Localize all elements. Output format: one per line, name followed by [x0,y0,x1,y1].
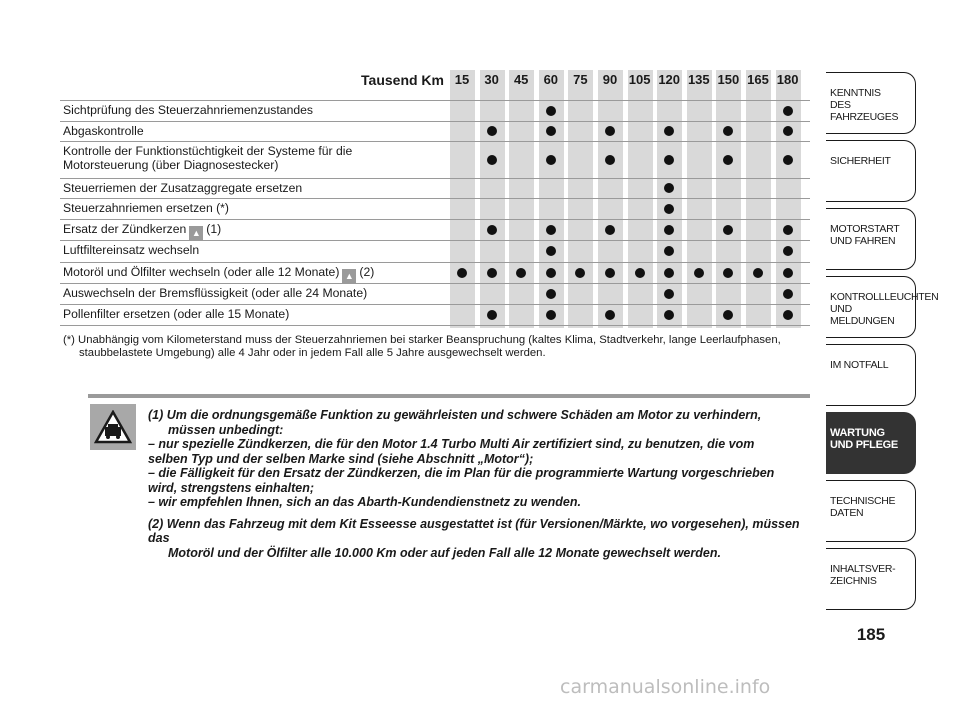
row-text: Kontrolle der Funktionstüchtigkeit der Systeme für die [63,144,353,158]
maintenance-mark [723,155,733,165]
maintenance-mark [783,106,793,116]
maintenance-mark [605,268,615,278]
engine-warning-icon: ▲ [342,269,356,283]
km-column-header: 90 [602,72,618,87]
row-divider [60,283,810,284]
maintenance-mark [783,246,793,256]
km-column-header: 75 [573,72,588,87]
section-tab[interactable] [826,208,916,270]
tab-label-line-2: UND PFLEGE [830,439,898,451]
warning-line: (1) Um die ordnungsgemäße Funktion zu gewährleisten und schwere Schäden am Motor zu verhindern, [148,408,762,422]
tab-label: KONTROLLLEUCHTEN [830,291,939,303]
km-column-header: 15 [454,72,470,87]
tab-label: TECHNISCHE [830,495,896,507]
tab-label: MOTORSTART [830,223,900,235]
maintenance-mark [664,268,674,278]
section-tab[interactable] [826,140,916,202]
warning-line: müssen unbedingt: [168,422,284,437]
table-row-label [63,222,448,240]
maintenance-mark [753,268,763,278]
maintenance-mark [723,268,733,278]
maintenance-mark [546,106,556,116]
row-text: Luftfiltereinsatz wechseln [63,243,200,257]
tab-label: IM NOTFALL [830,359,889,371]
table-row-label [63,201,448,215]
section-tab[interactable] [826,72,916,134]
row-text: Auswechseln der Bremsflüssigkeit (oder alle 24 Monate) [63,286,368,300]
tab-label: INHALTSVER- [830,563,896,575]
table-row-label [63,103,448,117]
maintenance-mark [664,204,674,214]
row-text: Ersatz der Zündkerzen [63,222,187,236]
maintenance-mark [664,289,674,299]
km-column-header: 30 [484,72,499,87]
warning-line: (2) Wenn das Fahrzeug mit dem Kit Esseesse ausgestattet ist (für Versionen/Märkte, wo vorgesehen), müssen das [148,516,800,545]
page-number: 185 [856,625,886,644]
engine-warning-icon: ▲ [189,226,203,240]
maintenance-mark [487,268,497,278]
maintenance-mark [605,310,615,320]
warning-block [88,394,810,560]
tab-label-line-2: UND MELDUNGEN [830,303,895,327]
row-footnote-ref: (1) [206,222,222,236]
section-tab[interactable] [826,276,939,338]
maintenance-mark [457,268,467,278]
maintenance-mark [546,246,556,256]
column-band [598,70,623,328]
row-divider [60,198,810,199]
maintenance-mark [783,268,793,278]
table-row-label [63,307,448,321]
table-row-label [63,144,448,172]
footnote-line-2: staubbelastete Umgebung) alle 4 Jahr oder in jedem Fall alle 5 Jahre ausgewechselt werden. [79,347,546,359]
warning-line: Motoröl und der Ölfilter alle 10.000 Km oder auf jeden Fall alle 12 Monate gewechselt werden. [168,545,721,560]
maintenance-mark [694,268,704,278]
km-column-header: 45 [513,72,529,87]
warning-text [148,408,808,560]
maintenance-mark [516,268,526,278]
column-band [450,70,475,328]
footnote-line-1: (*) Unabhängig vom Kilometerstand muss der Steuerzahnriemen bei starker Beanspruchung (kaltes Klima, Stadtverkehr, lange Leerlaufphasen, [63,334,781,346]
maintenance-mark [783,289,793,299]
warning-line: wird, strengstens einhalten; [148,480,315,495]
warning-line: – wir empfehlen Ihnen, sich an das Abarth-Kundendienstnetz zu wenden. [148,495,581,509]
maintenance-mark [546,225,556,235]
km-column-header: 135 [687,72,710,87]
table-row-label [63,181,448,195]
section-tab[interactable] [826,344,916,406]
section-tab[interactable] [826,548,916,610]
maintenance-mark [664,310,674,320]
row-divider [60,262,810,263]
row-divider [60,219,810,220]
row-text-continued: Motorsteuerung (über Diagnosestecker) [63,158,279,172]
maintenance-mark [546,310,556,320]
table-row-label [63,286,448,300]
maintenance-mark [723,310,733,320]
warning-line: – die Fälligkeit für den Ersatz der Zündkerzen, die im Plan für die programmierte Wartung vorgeschrieben [148,466,775,480]
tab-label-line-2: ZEICHNIS [830,575,877,587]
maintenance-mark [605,155,615,165]
table-row-label [63,265,448,283]
row-text: Abgaskontrolle [63,124,144,138]
row-text: Sichtprüfung des Steuerzahnriemenzustandes [63,103,313,117]
maintenance-mark [487,155,497,165]
maintenance-mark [635,268,645,278]
maintenance-mark [605,126,615,136]
maintenance-mark [783,310,793,320]
table-row-label [63,243,448,257]
km-column-header: 60 [543,72,559,87]
column-band [716,70,741,328]
tab-label-line-2: DATEN [830,507,864,519]
km-column-header: 180 [776,72,799,87]
row-divider [60,304,810,305]
watermark: carmanualsonline.info [560,676,771,698]
km-column-header: 120 [658,72,681,87]
maintenance-mark [546,126,556,136]
column-band [509,70,534,328]
maintenance-mark [487,310,497,320]
km-column-header: 150 [717,72,740,87]
tab-label: SICHERHEIT [830,155,891,167]
tab-label-line-2: UND FAHREN [830,235,896,247]
column-band [687,70,712,328]
maintenance-mark [783,126,793,136]
maintenance-mark [487,225,497,235]
tab-label-line-2: DES FAHRZEUGES [830,99,899,123]
row-divider [60,178,810,179]
column-band [480,70,505,328]
maintenance-mark [664,155,674,165]
section-tab[interactable] [826,412,916,474]
km-column-header: 105 [628,72,651,87]
maintenance-mark [783,225,793,235]
row-divider [60,100,810,101]
maintenance-mark [664,225,674,235]
maintenance-mark [575,268,585,278]
tab-label: KENNTNIS [830,87,881,99]
warning-divider [88,394,810,398]
row-divider [60,141,810,142]
row-divider [60,325,810,326]
km-column-header: 165 [747,72,769,87]
section-tab[interactable] [826,480,916,542]
warning-line: – nur spezielle Zündkerzen, die für den Motor 1.4 Turbo Multi Air zertifiziert sind, zu benutzen, die vom [148,437,755,451]
maintenance-mark [783,155,793,165]
maintenance-mark [487,126,497,136]
table-footnote [63,334,818,360]
row-text: Steuerriemen der Zusatzaggregate ersetzen [63,181,303,195]
maintenance-mark [546,268,556,278]
row-footnote-ref: (2) [359,265,375,279]
tab-label: WARTUNG [830,427,885,439]
column-band [628,70,653,328]
column-band [568,70,593,328]
maintenance-mark [605,225,615,235]
maintenance-mark [546,155,556,165]
warning-line: selben Typ und der selben Marke sind (siehe Abschnitt „Motor“); [148,451,534,466]
row-text: Pollenfilter ersetzen (oder alle 15 Monate) [63,307,290,321]
engine-warning-icon [90,404,136,450]
column-band [746,70,771,328]
row-text: Steuerzahnriemen ersetzen (*) [63,201,229,215]
maintenance-mark [723,225,733,235]
table-row-label [63,124,448,138]
row-text: Motoröl und Ölfilter wechseln (oder alle 12 Monate) [63,265,340,279]
row-divider [60,121,810,122]
km-header-label: Tausend Km [361,72,444,88]
maintenance-mark [546,289,556,299]
row-divider [60,240,810,241]
